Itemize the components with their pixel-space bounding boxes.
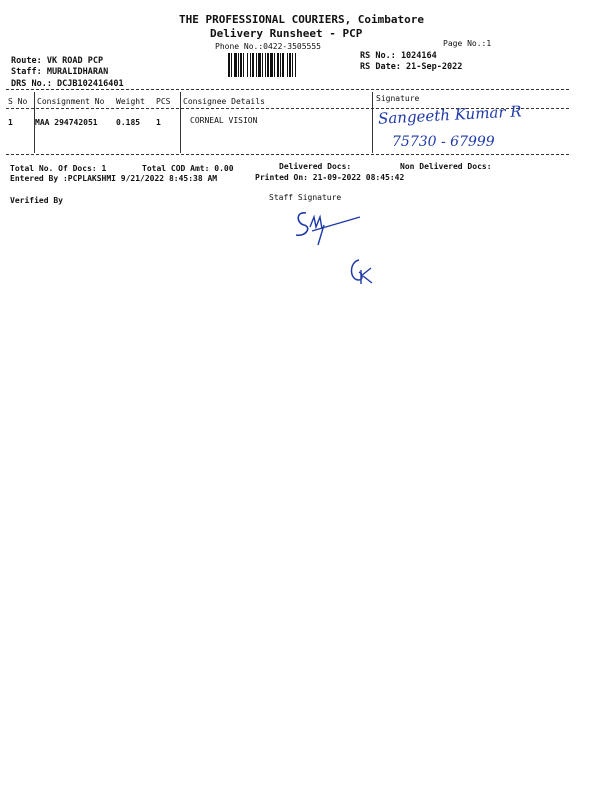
column-divider (180, 92, 181, 153)
total-cod-amount: Total COD Amt: 0.00 (142, 164, 234, 173)
barcode-image (228, 53, 352, 77)
row-weight: 0.185 (116, 118, 141, 127)
handwritten-recipient-phone: 75730 - 67999 (392, 134, 495, 150)
header-consignee-details: Consignee Details (183, 97, 265, 106)
rs-number: RS No.: 1024164 (360, 51, 437, 61)
header-signature: Signature (376, 94, 420, 103)
row-consignment-no: MAA 294742051 (35, 118, 98, 127)
table-bottom-rule (6, 154, 569, 155)
header-pcs: PCS (156, 97, 171, 106)
handwritten-recipient-name: Sangeeth Kumar R (377, 102, 523, 128)
row-consignee: CORNEAL VISION (190, 116, 258, 125)
rs-date: RS Date: 21-Sep-2022 (360, 62, 463, 72)
header-weight: Weight (116, 97, 145, 106)
drs-number: DRS No.: DCJB102416401 (11, 79, 124, 89)
staff-signature-label: Staff Signature (269, 193, 342, 202)
row-sno: 1 (8, 118, 13, 127)
table-top-rule (6, 89, 569, 90)
route-label: Route: VK ROAD PCP (11, 56, 104, 66)
delivered-docs: Delivered Docs: (279, 162, 352, 171)
initials-signature-icon (345, 256, 375, 286)
total-docs: Total No. Of Docs: 1 (10, 164, 107, 173)
header-consignment-no: Consignment No (37, 97, 105, 106)
row-pcs: 1 (156, 118, 161, 127)
entered-by: Entered By :PCPLAKSHMI 9/21/2022 8:45:38 AM (10, 174, 218, 183)
staff-label: Staff: MURALIDHARAN (11, 67, 109, 77)
page-number: Page No.:1 (443, 39, 492, 48)
document-title: THE PROFESSIONAL COURIERS, Coimbatore (179, 13, 425, 26)
header-sno: S No (8, 97, 28, 106)
staff-signature-icon (292, 205, 364, 247)
non-delivered-docs: Non Delivered Docs: (400, 162, 492, 171)
phone-number: Phone No.:0422-3505555 (215, 42, 321, 51)
column-divider (372, 92, 373, 153)
document-subtitle: Delivery Runsheet - PCP (210, 27, 363, 40)
printed-on: Printed On: 21-09-2022 08:45:42 (255, 173, 405, 182)
verified-by-label: Verified By (10, 196, 63, 205)
